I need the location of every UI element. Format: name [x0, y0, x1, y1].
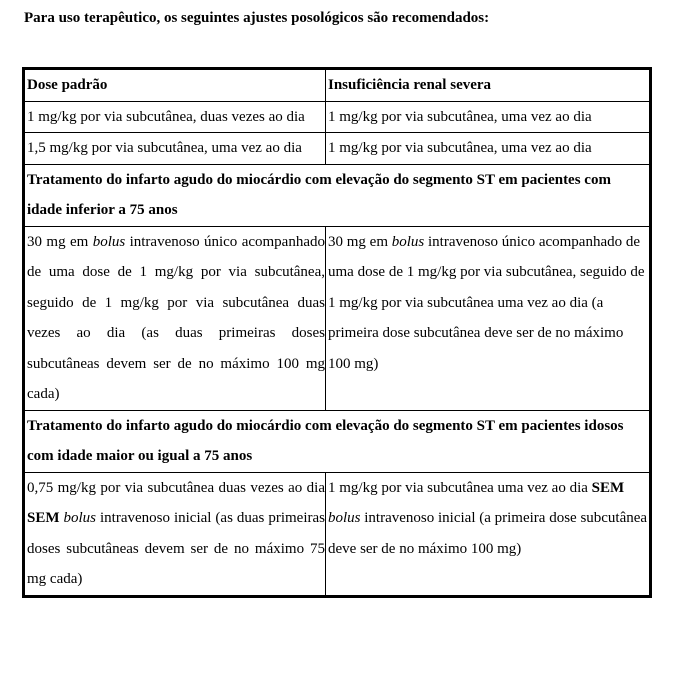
table-row: [24, 133, 651, 165]
table-row: [24, 101, 651, 133]
row1-dose-padrao: 1 mg/kg por via subcutânea, duas vezes ao dia: [24, 101, 326, 133]
section1-right-text: 30 mg em: [328, 233, 392, 250]
section1-insuficiencia-renal: [326, 226, 651, 410]
section2-insuficiencia-renal: [326, 472, 651, 596]
section1-dose-padrao: [24, 226, 326, 410]
section1-title: Tratamento do infarto agudo do miocárdio com elevação do segmento ST em pacientes com idade inferior a 75 anos: [24, 164, 651, 226]
section1-left-text-rest: intravenoso único acompanhado de uma dose de 1 mg/kg por via subcutânea, seguido de 1 mg/kg por via subcutânea duas vezes ao dia (as duas primeiras doses subcutâneas devem ser de no máximo 100 mg cada): [27, 233, 325, 402]
section2-left-text-rest: intravenoso inicial (as duas primeiras doses subcutâneas devem ser de no máximo 75 mg cada): [27, 510, 325, 587]
table-row: [24, 472, 651, 596]
section-heading-row: [24, 164, 651, 226]
section2-title: Tratamento do infarto agudo do miocárdio com elevação do segmento ST em pacientes idosos com idade maior ou igual a 75 anos: [24, 410, 651, 472]
section2-right-bolus: bolus: [328, 510, 361, 526]
section2-dose-padrao: [24, 472, 326, 596]
row1-insuficiencia-renal: 1 mg/kg por via subcutânea, uma vez ao dia: [326, 101, 651, 133]
row2-dose-padrao: 1,5 mg/kg por via subcutânea, uma vez ao dia: [24, 133, 326, 165]
intro-heading: Para uso terapêutico, os seguintes ajustes posológicos são recomendados:: [24, 10, 490, 26]
section1-left-text: 30 mg em: [27, 233, 93, 250]
dosage-table: [22, 67, 652, 598]
section2-left-text: 0,75 mg/kg por via subcutânea duas vezes ao dia: [27, 479, 325, 496]
row2-insuficiencia-renal: 1 mg/kg por via subcutânea, uma vez ao dia: [326, 133, 651, 165]
section1-left-bolus: bolus: [92, 233, 126, 250]
section2-left-sem: SEM: [27, 510, 60, 526]
section2-right-text: 1 mg/kg por via subcutânea uma vez ao dia: [328, 479, 592, 496]
header-insuficiencia-renal: Insuficiência renal severa: [326, 69, 651, 102]
section1-right-text-rest: intravenoso único acompanhado de uma dose de 1 mg/kg por via subcutânea, seguido de 1 mg/kg por via subcutânea uma vez ao dia (a primeira dose subcutânea deve ser de no máximo 100 mg): [328, 233, 645, 372]
section2-right-sem: SEM: [591, 479, 625, 496]
section2-right-text-rest: intravenoso inicial (a primeira dose subcutânea deve ser de no máximo 100 mg): [328, 510, 648, 557]
section2-left-bolus: bolus: [63, 510, 97, 526]
table-header-row: [24, 69, 651, 102]
header-dose-padrao: Dose padrão: [24, 69, 326, 102]
section-heading-row: [24, 410, 651, 472]
section1-right-bolus: bolus: [391, 233, 425, 250]
table-row: [24, 226, 651, 410]
